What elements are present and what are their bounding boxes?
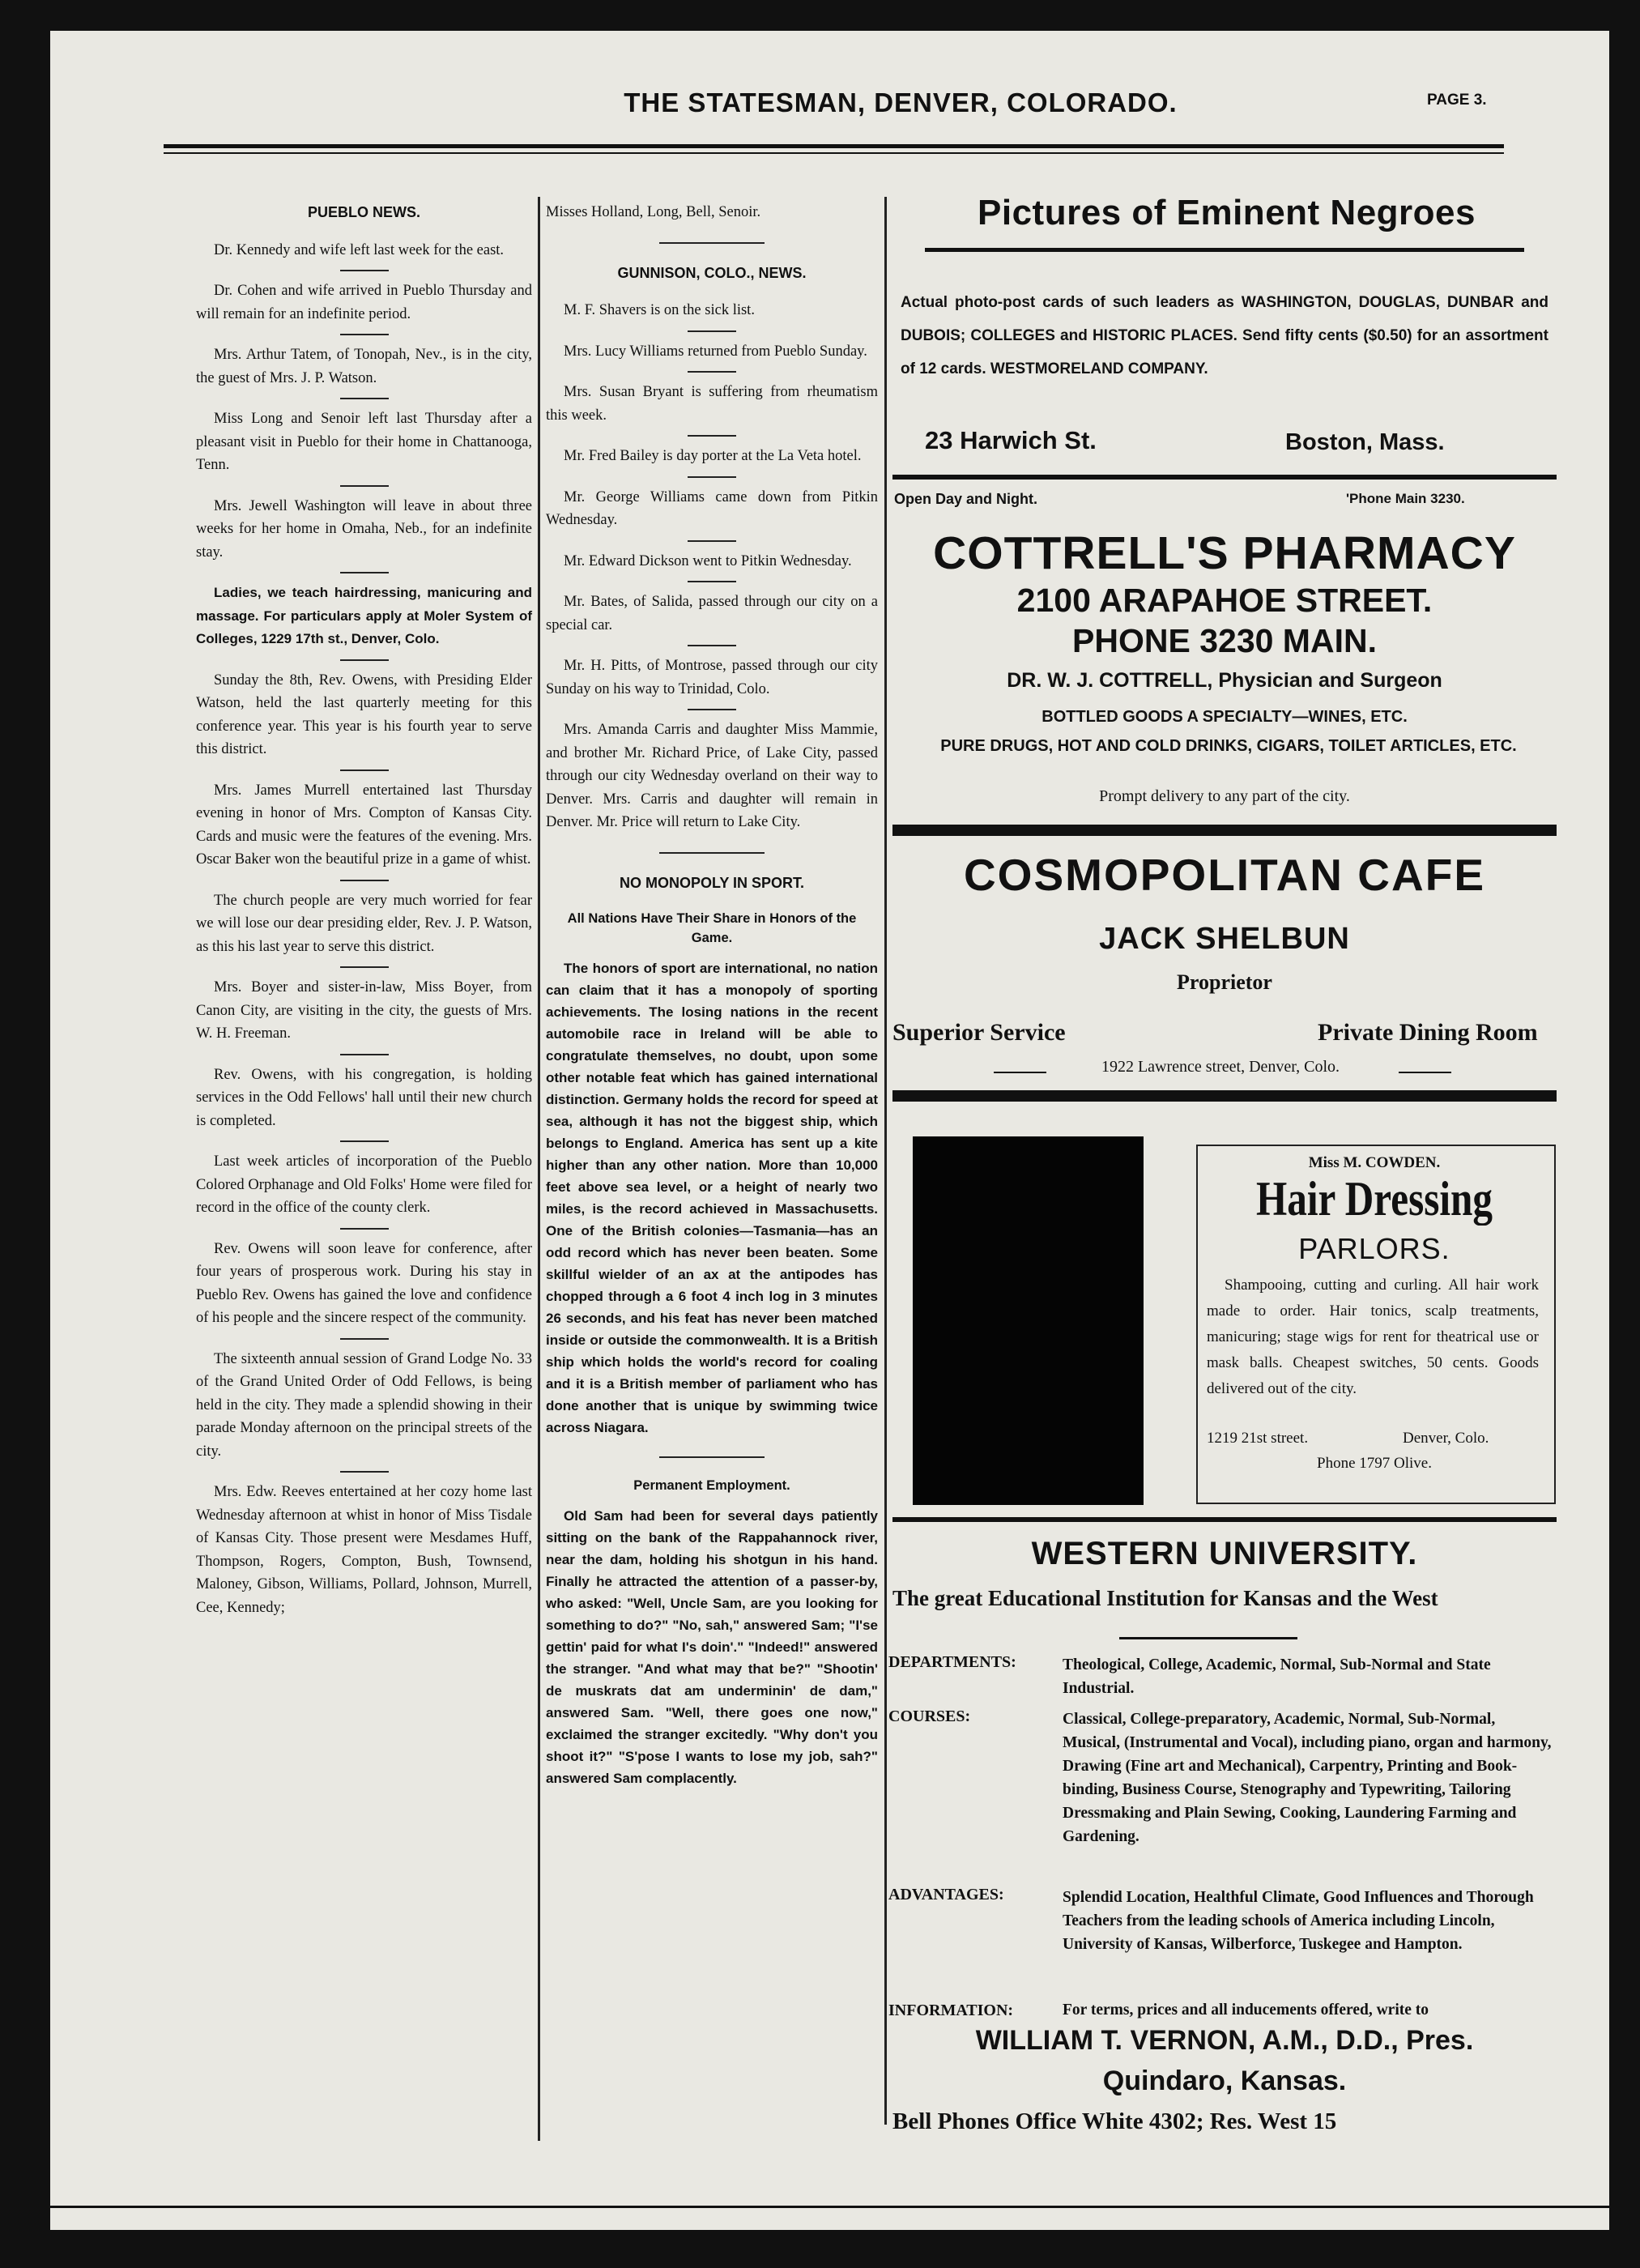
university-tagline: The great Educational Institution for Kansas and the West [892, 1586, 1438, 1610]
cafe-address-dash [994, 1072, 1046, 1073]
news-item: Mrs. Lucy Williams returned from Pueblo Sunday. [564, 343, 867, 360]
courses-label: COURSES: [888, 1707, 971, 1725]
cafe-address: 1922 Lawrence street, Denver, Colo. [1101, 1058, 1340, 1076]
news-item: Mrs. Jewell Washington will leave in about three weeks for her home in Omaha, Neb., for an indefinite stay. [196, 497, 532, 561]
departments-text: Theological, College, Academic, Normal, Sub-Normal and State Industrial. [1063, 1656, 1491, 1697]
sport-subheading: All Nations Have Their Share in Honors of the Game. [567, 911, 857, 945]
tagline-rule [1119, 1637, 1297, 1639]
item-divider [340, 398, 389, 399]
news-item: Mrs. Boyer and sister-in-law, Miss Boyer, from Canon City, are visiting in the city, the guests of Mrs. W. H. Freeman. [196, 979, 532, 1042]
news-item: M. F. Shavers is on the sick list. [564, 302, 755, 318]
news-item: The sixteenth annual session of Grand Lodge No. 33 of the Grand United Order of Odd Fellows, is being held in the city. They made a splendid showing in their parade Monday afternoon on the principal streets of the city. [196, 1350, 532, 1460]
pharmacy-drugs: PURE DRUGS, HOT AND COLD DRINKS, CIGARS, TOILET ARTICLES, ETC. [940, 737, 1517, 755]
news-item: Mrs. Susan Bryant is suffering from rheumatism this week. [546, 384, 878, 424]
item-divider [688, 709, 736, 710]
pharmacy-open: Open Day and Night. [894, 491, 1038, 507]
item-divider [688, 645, 736, 646]
cafe-dining: Private Dining Room [1318, 1019, 1538, 1046]
section-divider [659, 1456, 765, 1458]
news-item: Mrs. Amanda Carris and daughter Miss Mammie, and brother Mr. Richard Price, of Lake City, passed through our city Wednesday overland on their way to Denver. Mrs. Carris and daughter will remain in Denver. Mr. Price will return to Lake City. [546, 722, 878, 830]
hair-city: Denver, Colo. [1403, 1430, 1489, 1447]
hair-phone: Phone 1797 Olive. [1317, 1455, 1432, 1472]
news-item: Miss Long and Senoir left last Thursday after a pleasant visit in Pueblo for their home in Chattanooga, Tenn. [196, 411, 532, 473]
cafe-role: Proprietor [1177, 970, 1272, 994]
university-president: WILLIAM T. VERNON, A.M., D.D., Pres. [975, 2025, 1474, 2056]
page-bottom-rule [50, 2206, 1609, 2208]
cafe-address-dash [1399, 1072, 1451, 1073]
permanent-employment-heading: Permanent Employment. [633, 1478, 790, 1493]
section-divider [659, 242, 765, 244]
pueblo-news-heading: PUEBLO NEWS. [307, 204, 420, 220]
cafe-service: Superior Service [892, 1019, 1066, 1046]
news-item: Dr. Cohen and wife arrived in Pueblo Thursday and will remain for an indefinite period. [196, 283, 532, 322]
news-item: Mr. George Williams came down from Pitkin Wednesday. [546, 488, 878, 528]
continued-text: Misses Holland, Long, Bell, Senoir. [546, 204, 761, 220]
hair-owner: Miss M. COWDEN. [1308, 1154, 1441, 1171]
pharmacy-street: 2100 ARAPAHOE STREET. [1016, 582, 1433, 619]
ad-separator [892, 1090, 1557, 1102]
pharmacy-phone-small: 'Phone Main 3230. [1346, 491, 1465, 506]
news-item: The church people are very much worried for fear we will lose our dear presiding elder, Rev. J. P. Watson, as this his last year to serve this district. [196, 892, 532, 955]
item-divider [340, 1338, 389, 1340]
item-divider [688, 581, 736, 582]
cafe-name: COSMOPOLITAN CAFE [963, 850, 1486, 900]
column-rule [538, 197, 540, 2141]
news-item-ad: Ladies, we teach hairdressing, manicuring and massage. For particulars apply at Moler System of Colleges, 1229 17th st., Denver, Colo. [196, 585, 532, 646]
hair-body: Shampooing, cutting and curling. All hair work made to order. Hair tonics, scalp treatments, manicuring; stage wigs for rent for theatrical use or mask balls. Cheapest switches, 50 cents. Goods delivered out of the city. [1207, 1277, 1539, 1397]
pharmacy-phone: PHONE 3230 MAIN. [1072, 622, 1377, 659]
item-divider [688, 330, 736, 332]
column-gunnison-news [546, 201, 878, 1807]
ad-separator [892, 825, 1557, 836]
pharmacy-name: COTTRELL'S PHARMACY [933, 527, 1516, 579]
information-label: INFORMATION: [888, 2002, 1014, 2019]
news-item: Mrs. Arthur Tatem, of Tonopah, Nev., is in the city, the guest of Mrs. J. P. Watson. [196, 347, 532, 386]
news-item: Mr. Edward Dickson went to Pitkin Wednesday. [564, 552, 852, 569]
item-divider [340, 1140, 389, 1142]
section-divider [659, 852, 765, 854]
sport-article: The honors of sport are international, no nation can claim that it has a monopoly of sporting achievements. The losing nations in the recent automobile race in Ireland will be able to congratulate themselves, no doubt, upon some other notable feat which has gained international distinction. Germany holds the record for speed at sea, although it has not the biggest ship, which belongs to England. America has sent up a kite higher than any other nation. More than 10,000 feet above sea level, or a height of nearly two miles, is the record achieved in Massachusetts. One of the British colonies—Tasmania—has an odd record which has never been beaten. Some skillful wielder of an ax at the antipodes has chopped through a 6 foot 4 inch log in 3 minutes 26 seconds, and his feat has never been matched inside or outside the commonwealth. It is a British ship which holds the world's record for coaling and it is a British member of parliament who has done another that is unique by swimming twice across Niagara. [546, 961, 878, 1435]
masthead-rule-thin [164, 152, 1504, 154]
masthead-rule [164, 144, 1504, 148]
blacked-out-image [913, 1136, 1144, 1505]
advantages-text: Splendid Location, Healthful Climate, Good Influences and Thorough Teachers from the leading schools of America including Lincoln, University of Kansas, Wilberforce, Tuskegee and Hampton. [1063, 1889, 1534, 1953]
pictures-ad-city: Boston, Mass. [1285, 429, 1445, 455]
university-phones: Bell Phones Office White 4302; Res. West 15 [892, 2108, 1337, 2134]
masthead-title: THE STATESMAN, DENVER, COLORADO. [624, 87, 1178, 117]
hair-title: Hair Dressing [1255, 1172, 1493, 1226]
item-divider [340, 270, 389, 271]
pictures-ad-address: 23 Harwich St. [925, 426, 1097, 454]
ad-separator [892, 475, 1557, 480]
item-divider [340, 1471, 389, 1473]
item-divider [688, 371, 736, 373]
news-item: Dr. Kennedy and wife left last week for the east. [214, 241, 505, 258]
news-item: Mrs. James Murrell entertained last Thursday evening in honor of Mrs. Compton of Kansas City. Cards and music were the features of the evening. Mrs. Oscar Baker won the beautiful prize in a game of whist. [196, 782, 532, 868]
page-number: PAGE 3. [1427, 92, 1487, 109]
news-item: Last week articles of incorporation of the Pueblo Colored Orphanage and Old Folks' Home were filed for record in the office of the county clerk. [196, 1153, 532, 1216]
information-text: For terms, prices and all inducements offered, write to [1063, 2002, 1429, 2019]
ad-separator [892, 1517, 1557, 1522]
university-place: Quindaro, Kansas. [1102, 2066, 1347, 2096]
pictures-title-rule [925, 248, 1524, 252]
hair-sub: PARLORS. [1298, 1232, 1450, 1265]
column-rule-2 [884, 197, 887, 2125]
news-item: Mr. Fred Bailey is day porter at the La Veta hotel. [564, 448, 862, 464]
news-item: Rev. Owens will soon leave for conference, after four years of prosperous work. During his stay in Pueblo Rev. Owens has gained the love and confidence of his people and the sincere respect of the community. [196, 1240, 532, 1326]
item-divider [688, 476, 736, 478]
pharmacy-doctor: DR. W. J. COTTRELL, Physician and Surgeon [1007, 669, 1442, 692]
pictures-ad-body: Actual photo-post cards of such leaders as WASHINGTON, DOUGLAS, DUNBAR and DUBOIS; COLLEGES and HISTORIC PLACES. Send fifty cents ($0.50) for an assortment of 12 cards. WESTMORELAND COMPANY. [901, 294, 1548, 377]
news-item: Sunday the 8th, Rev. Owens, with Presiding Elder Watson, held the last quarterly meeting for this conference year. This year is his fourth year to serve this district. [196, 671, 532, 757]
column-pueblo-news [196, 201, 532, 1637]
hair-street: 1219 21st street. [1207, 1430, 1309, 1447]
pictures-ad-title: Pictures of Eminent Negroes [978, 193, 1476, 232]
item-divider [340, 770, 389, 771]
university-name: WESTERN UNIVERSITY. [1031, 1536, 1418, 1571]
item-divider [688, 540, 736, 542]
pharmacy-bottled: BOTTLED GOODS A SPECIALTY—WINES, ETC. [1042, 708, 1408, 726]
item-divider [340, 485, 389, 487]
news-item: Mr. Bates, of Salida, passed through our city on a special car. [546, 594, 878, 633]
sport-heading: NO MONOPOLY IN SPORT. [619, 874, 805, 891]
departments-label: DEPARTMENTS: [888, 1653, 1016, 1671]
item-divider [688, 435, 736, 437]
news-item: Mr. H. Pitts, of Montrose, passed through our city Sunday on his way to Trinidad, Colo. [546, 658, 878, 697]
courses-text: Classical, College-preparatory, Academic, Normal, Sub-Normal, Musical, (Instrumental and Vocal), including piano, organ and harmony, Drawing (Fine art and Mechanical), Carpentry, Printing and Book-binding, Business Course, Stenography and Typewriting, Tailoring Dressmaking and Plain Sewing, Cooking, Laundering Farming and Gardening. [1063, 1711, 1552, 1845]
permanent-employment-article: Old Sam had been for several days patiently sitting on the bank of the Rappahannock river, near the dam, holding his shotgun in his hand. Finally he attracted the attention of a passer-by, who asked: "Well, Uncle Sam, are you looking for something to do?" "No, sah," answered Sam; "I'se gettin' paid for what I's doin'." "Indeed!" answered the stranger. "And what may that be?" "Shootin' de muskrats dat am underminin' de dam," answered Sam. "Well, there goes one now," exclaimed the stranger excitedly. "Why don't you shoot it?" "S'pose I wants to lose my job, sah?" answered Sam complacently. [546, 1508, 878, 1786]
item-divider [340, 966, 389, 968]
newspaper-page [50, 31, 1609, 2230]
gunnison-news-heading: GUNNISON, COLO., NEWS. [617, 264, 807, 281]
pharmacy-delivery: Prompt delivery to any part of the city. [1099, 787, 1350, 805]
item-divider [340, 572, 389, 573]
news-item: Mrs. Edw. Reeves entertained at her cozy home last Wednesday afternoon at whist in honor of Miss Tisdale of Kansas City. Those present were Mesdames Huff, Thompson, Rogers, Compton, Bush, Townsend, Maloney, Gibson, Williams, Pollard, Johnson, Murrell, Cee, Kennedy; [196, 1484, 532, 1616]
advantages-label: ADVANTAGES: [888, 1886, 1004, 1904]
item-divider [340, 659, 389, 661]
item-divider [340, 880, 389, 881]
item-divider [340, 1054, 389, 1055]
news-item: Rev. Owens, with his congregation, is holding services in the Odd Fellows' hall until their new church is completed. [196, 1066, 532, 1129]
item-divider [340, 1228, 389, 1230]
item-divider [340, 334, 389, 335]
cafe-owner: JACK SHELBUN [1099, 922, 1350, 956]
